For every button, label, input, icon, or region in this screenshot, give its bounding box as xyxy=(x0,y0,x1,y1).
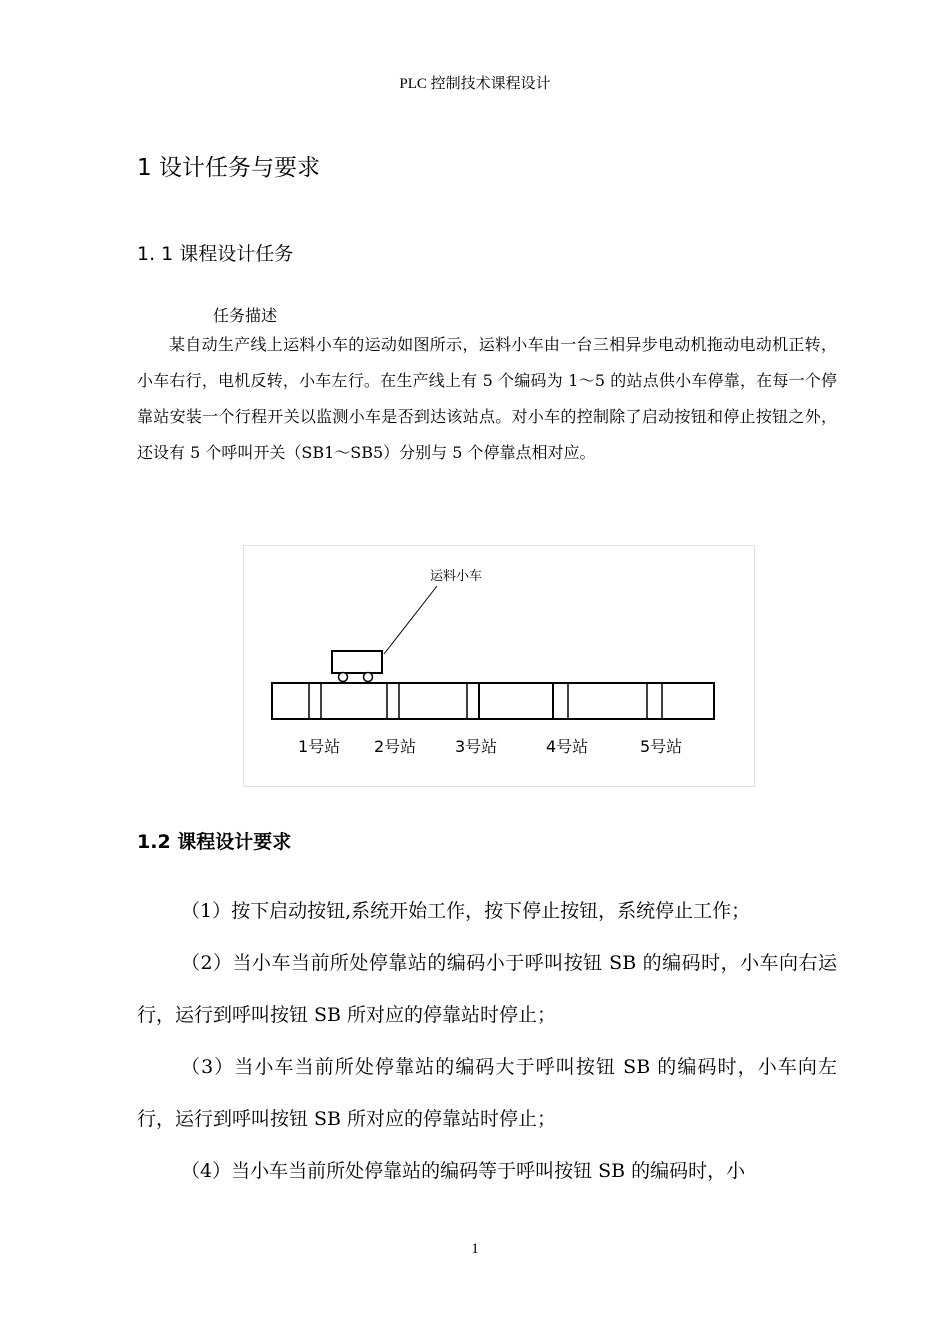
cart-track-diagram xyxy=(244,546,756,788)
requirement-item: （2）当小车当前所处停靠站的编码小于呼叫按钮 SB 的编码时，小车向右运行，运行到呼叫按钮 SB 所对应的停靠站时停止； xyxy=(137,952,837,1026)
cart-label: 运料小车 xyxy=(430,569,483,584)
requirement-item: （3）当小车当前所处停靠站的编码大于呼叫按钮 SB 的编码时，小车向左行，运行到呼叫按钮 SB 所对应的停靠站时停止； xyxy=(137,1056,837,1130)
cart-body xyxy=(332,651,382,673)
station-label-3: 3号站 xyxy=(455,737,498,756)
station-label-2: 2号站 xyxy=(374,737,417,756)
cart-wheel-left xyxy=(339,673,348,682)
section-title-1-1: 1. 1 课程设计任务 xyxy=(137,243,294,265)
requirement-item: （1）按下启动按钮,系统开始工作，按下停止按钮，系统停止工作； xyxy=(181,900,751,922)
task-description-label: 任务描述 xyxy=(213,306,278,325)
cart-track-figure xyxy=(243,545,755,787)
section-title-1: 1 设计任务与要求 xyxy=(137,155,320,181)
label-leader-line xyxy=(384,586,437,654)
cart-wheel-right xyxy=(364,673,373,682)
requirement-item: （4）当小车当前所处停靠站的编码等于呼叫按钮 SB 的编码时，小 xyxy=(181,1160,746,1182)
station-label-5: 5号站 xyxy=(640,737,683,756)
station-label-4: 4号站 xyxy=(546,737,589,756)
page-header: PLC 控制技术课程设计 xyxy=(399,76,551,92)
section-title-1-2: 1.2 课程设计要求 xyxy=(137,831,292,853)
station-label-1: 1号站 xyxy=(298,737,341,756)
requirements-list xyxy=(137,885,837,1197)
page-number: 1 xyxy=(471,1241,479,1257)
task-description-paragraph: 某自动生产线上运料小车的运动如图所示，运料小车由一台三相异步电动机拖动电动机正转，小车右行，电机反转，小车左行。在生产线上有 5 个编码为 1～5 的站点供小车停靠，在每一个停靠站安装一个行程开关以监测小车是否到达该站点。对小车的控制除了启动按钮和停止按钮之外，还设有 5 个呼叫开关（SB1～SB5）分别与 5 个停靠点相对应。 xyxy=(137,335,837,462)
